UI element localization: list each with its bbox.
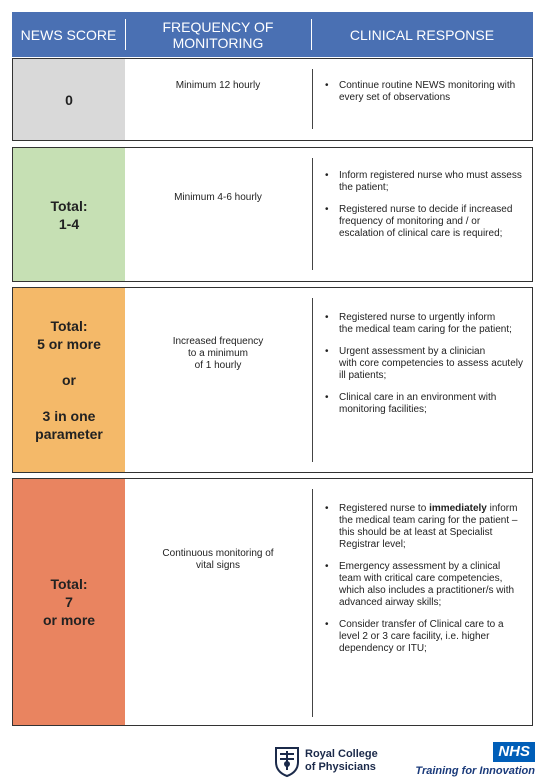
response-text: Registered nurse to decide if increased frequency of monitoring and / or escalation of clinical care is required; (339, 204, 513, 239)
news-score-cell (13, 479, 125, 725)
clinical-response-cell (323, 170, 531, 250)
list-item: • Continue routine NEWS monitoring with every set of observations (325, 80, 516, 103)
header-divider (125, 19, 126, 50)
nhs-branding (405, 742, 539, 780)
column-divider (312, 298, 313, 462)
header-frequency (125, 12, 311, 57)
list-item: • Emergency assessment by a clinical team with critical care competencies, which also includes a practitioner/s with advanced airway skills; (325, 561, 515, 608)
column-divider (312, 158, 313, 270)
response-text: Consider transfer of Clinical care to a level 2 or 3 care facility, i.e. higher dependency or ITU; (339, 619, 504, 654)
table-row (12, 147, 533, 282)
table-row (12, 287, 533, 473)
response-text: Inform registered nurse who must assess the patient; (339, 170, 522, 193)
news-score-cell (13, 288, 125, 472)
list-item: • Registered nurse to decide if increased frequency of monitoring and / or escalation of clinical care is required; (325, 204, 513, 239)
list-item: • Inform registered nurse who must assess the patient; (325, 170, 522, 193)
clinical-response-cell (323, 80, 531, 114)
table-row (12, 478, 533, 726)
header-news-score: NEWS SCORE (20, 26, 117, 43)
frequency-cell: Minimum 12 hourly (175, 80, 261, 91)
news-score-cell (13, 59, 125, 140)
response-text: Registered nurse to immediately inform the medical team caring for the patient – this should be at least at Specialist Registrar level; (339, 503, 518, 550)
rcp-crest-icon (273, 744, 301, 778)
news-score-value: Total: 1-4 (50, 197, 88, 232)
rcp-logo (273, 744, 378, 778)
table-row (12, 58, 533, 141)
news-score-cell (13, 148, 125, 281)
column-divider (312, 69, 313, 129)
response-text: Continue routine NEWS monitoring with every set of observations (339, 80, 516, 103)
header-clinical-response (311, 12, 533, 57)
header-divider (311, 19, 312, 50)
nhs-logo: NHS (493, 742, 535, 762)
list-item: • Urgent assessment by a clinician with core competencies to assess acutely ill patients; (325, 346, 523, 381)
response-text: Urgent assessment by a clinician with core competencies to assess acutely ill patients; (339, 346, 523, 381)
list-item: • Clinical care in an environment with monitoring facilities; (325, 392, 497, 415)
frequency-cell: Increased frequency to a minimum of 1 hourly (172, 336, 264, 371)
news-score-value: 0 (65, 91, 73, 108)
table-header (12, 12, 533, 57)
clinical-response-cell (323, 312, 531, 426)
column-divider (312, 489, 313, 717)
header-frequency-label: FREQUENCY OF MONITORING (162, 18, 274, 51)
rcp-name: Royal College of Physicians (305, 748, 378, 773)
response-text: Emergency assessment by a clinical team with critical care competencies, which also includes a practitioner/s with advanced airway skills; (339, 561, 515, 608)
list-item: • Consider transfer of Clinical care to a level 2 or 3 care facility, i.e. higher dependency or ITU; (325, 619, 504, 654)
list-item: • Registered nurse to immediately inform the medical team caring for the patient – this should be at least at Specialist Registrar level; (325, 503, 518, 550)
clinical-response-cell (323, 503, 531, 665)
frequency-cell: Continuous monitoring of vital signs (162, 548, 274, 571)
news-score-value: Total: 7 or more (42, 576, 96, 628)
response-text: Clinical care in an environment with monitoring facilities; (339, 392, 497, 415)
response-text: Registered nurse to urgently inform the medical team caring for the patient; (339, 312, 512, 335)
nhs-tagline: Training for Innovation (415, 765, 535, 777)
header-clinical-response-label: CLINICAL RESPONSE (349, 26, 495, 43)
frequency-cell: Minimum 4-6 hourly (174, 192, 262, 203)
news-score-value: Total: 5 or more or 3 in one parameter (35, 318, 103, 442)
list-item: • Registered nurse to urgently inform the medical team caring for the patient; (325, 312, 512, 335)
